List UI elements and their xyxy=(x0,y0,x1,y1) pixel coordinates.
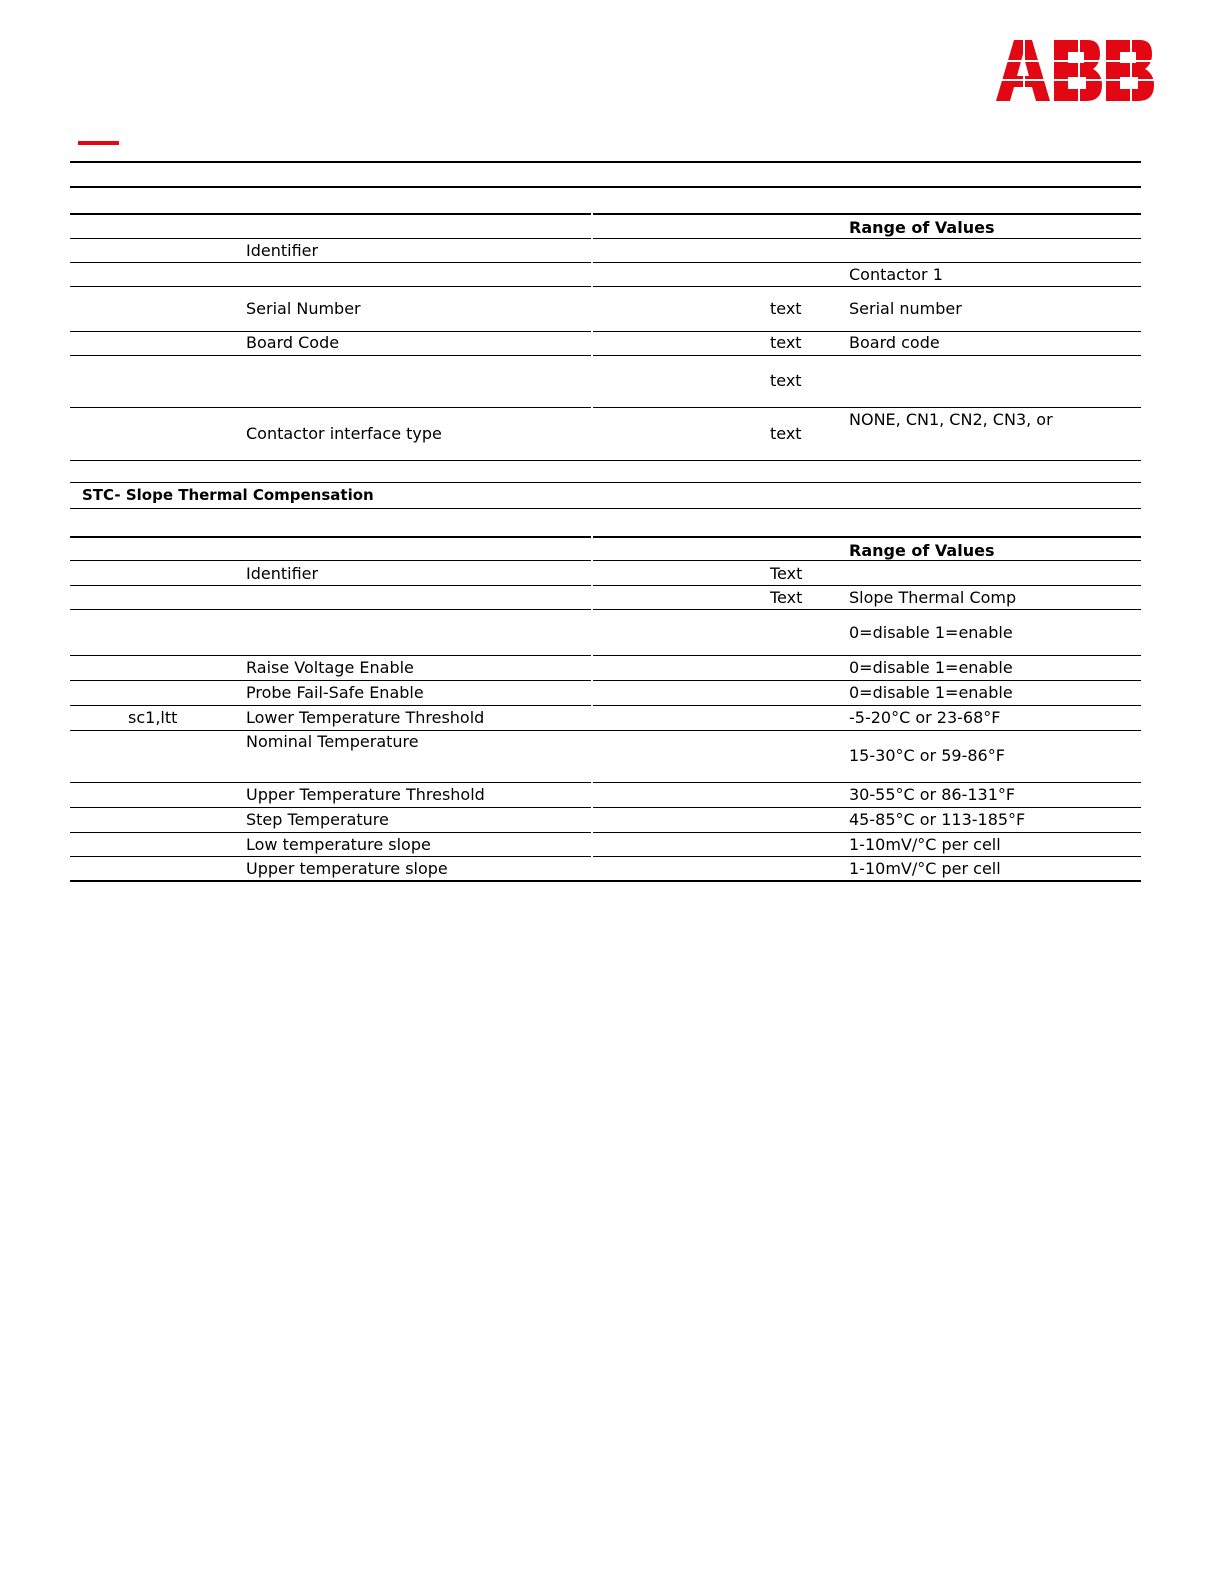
param-name: Upper temperature slope xyxy=(246,859,448,878)
param-name: Low temperature slope xyxy=(246,835,431,854)
table-row xyxy=(70,857,1141,882)
param-range: 30-55°C or 86-131°F xyxy=(849,785,1016,804)
table-row xyxy=(70,656,1141,681)
table-row xyxy=(70,239,1141,263)
param-range: 1-10mV/°C per cell xyxy=(849,859,1001,878)
table-row xyxy=(70,783,1141,808)
param-range: 1-10mV/°C per cell xyxy=(849,835,1001,854)
param-name: Nominal Temperature xyxy=(246,732,419,751)
param-range: 0=disable 1=enable xyxy=(849,658,1013,677)
param-name: Upper Temperature Threshold xyxy=(246,785,485,804)
param-name: Probe Fail-Safe Enable xyxy=(246,683,424,702)
param-range: 0=disable 1=enable xyxy=(849,623,1013,642)
param-range: Slope Thermal Comp xyxy=(849,588,1017,607)
section-rule-bottom xyxy=(70,508,1141,509)
param-type: Text xyxy=(770,588,803,607)
table-row xyxy=(70,287,1141,332)
parameter-table-2 xyxy=(70,536,1141,882)
param-name: Raise Voltage Enable xyxy=(246,658,414,677)
param-name: Board Code xyxy=(246,333,340,352)
table-header-row xyxy=(70,536,1141,561)
param-name: Identifier xyxy=(246,241,319,260)
parameter-table-1 xyxy=(70,213,1141,461)
param-range: NONE, CN1, CN2, CN3, or xyxy=(849,410,1053,429)
param-range: 0=disable 1=enable xyxy=(849,683,1013,702)
table-row xyxy=(70,561,1141,586)
table-row xyxy=(70,808,1141,833)
header-rule-top xyxy=(70,161,1141,163)
param-range: 15-30°C or 59-86°F xyxy=(849,746,1005,765)
table-header-row xyxy=(70,213,1141,239)
section-title: STC- Slope Thermal Compensation xyxy=(82,486,374,504)
table-row xyxy=(70,731,1141,783)
table-row xyxy=(70,356,1141,408)
header-rule-bottom xyxy=(70,186,1141,188)
table-row xyxy=(70,681,1141,706)
param-name: Contactor interface type xyxy=(246,424,442,443)
table-row xyxy=(70,706,1141,731)
param-range: Board code xyxy=(849,333,940,352)
table-row xyxy=(70,586,1141,610)
param-range: Contactor 1 xyxy=(849,265,943,284)
table-row xyxy=(70,610,1141,656)
param-type: text xyxy=(770,333,802,352)
table-row xyxy=(70,332,1141,356)
param-name: Step Temperature xyxy=(246,810,389,829)
table-row xyxy=(70,408,1141,461)
param-type: text xyxy=(770,424,802,443)
table-row xyxy=(70,833,1141,857)
param-range: 45-85°C or 113-185°F xyxy=(849,810,1026,829)
param-name: Lower Temperature Threshold xyxy=(246,708,485,727)
param-type: text xyxy=(770,299,802,318)
param-name: Serial Number xyxy=(246,299,361,318)
abb-logo xyxy=(996,40,1154,101)
param-type: text xyxy=(770,371,802,390)
param-type: Text xyxy=(770,564,803,583)
table-row xyxy=(70,263,1141,287)
param-range: Serial number xyxy=(849,299,962,318)
range-header: Range of Values xyxy=(849,218,995,237)
param-range: -5-20°C or 23-68°F xyxy=(849,708,1001,727)
section-rule-top xyxy=(70,482,1141,483)
param-name: Identifier xyxy=(246,564,319,583)
range-header: Range of Values xyxy=(849,541,995,560)
param-code: sc1,ltt xyxy=(128,708,178,727)
red-accent-bar xyxy=(78,141,119,145)
